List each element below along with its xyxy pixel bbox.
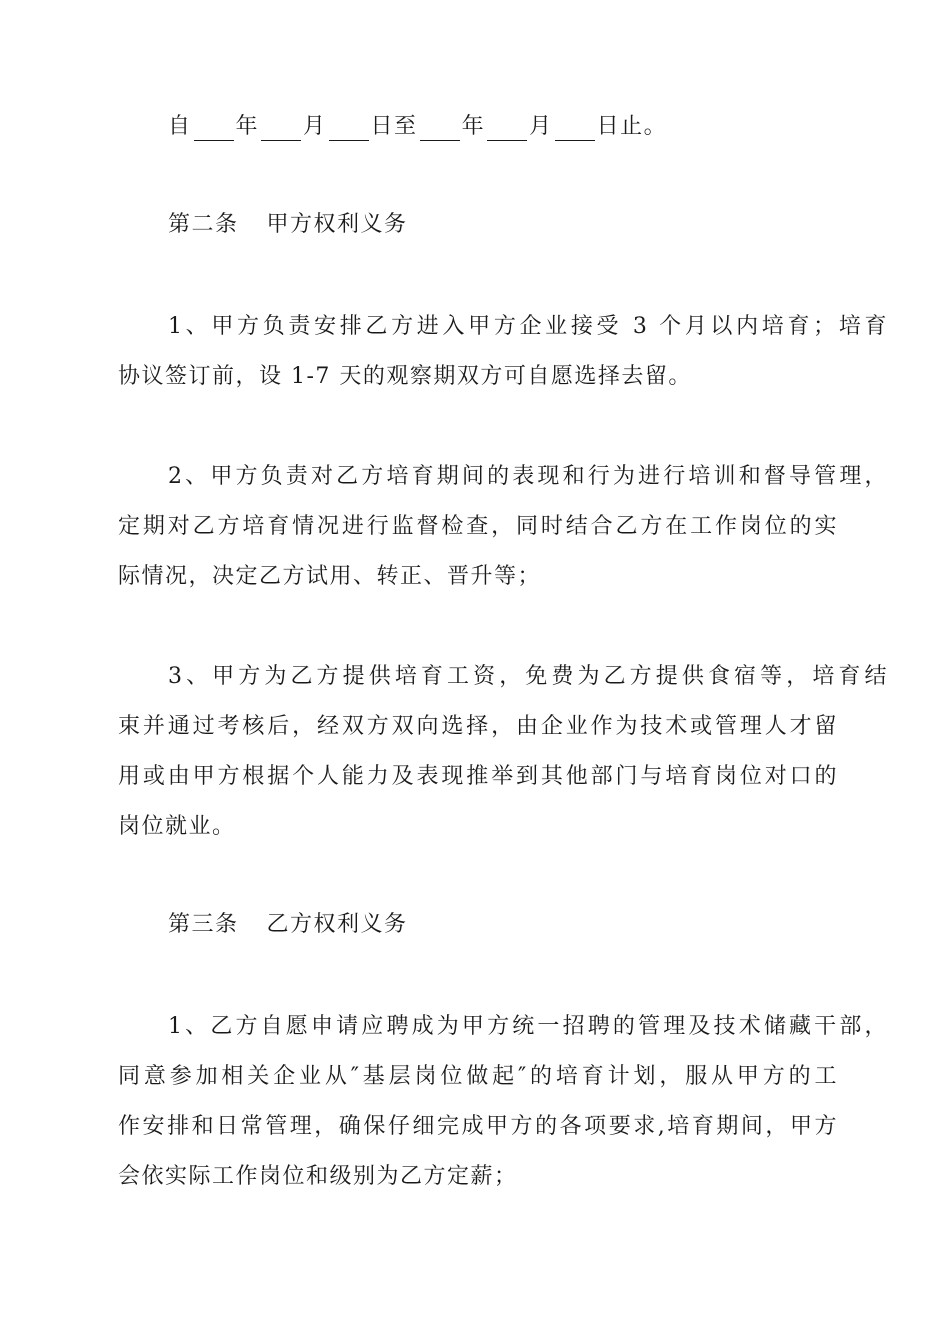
- article-3-item-1-line-1: 1、乙方自愿申请应聘成为甲方统一招聘的管理及技术储藏干部，: [168, 1014, 888, 1039]
- day-blank-2: [555, 114, 595, 141]
- year-label-2: 年: [461, 114, 486, 139]
- article-2-item-2-line-3: 际情况，决定乙方试用、转正、晋升等；: [118, 564, 542, 589]
- article-2-item-2-line-1: 2、甲方负责对乙方培育期间的表现和行为进行培训和督导管理，: [168, 464, 888, 489]
- article-2-title: 甲方权利义务: [266, 212, 408, 237]
- month-label-1: 月: [303, 114, 327, 139]
- article-2-item-3-line-2: 束并通过考核后，经双方双向选择，由企业作为技术或管理人才留: [118, 714, 838, 739]
- month-blank-1: [261, 114, 301, 141]
- date-range-line: [118, 105, 888, 149]
- article-3-item-1-line-3: 作安排和日常管理，确保仔细完成甲方的各项要求,培育期间，甲方: [118, 1114, 838, 1139]
- article-2-number: 第二条: [168, 212, 239, 237]
- year-blank-2: [420, 114, 460, 141]
- article-2-item-3-line-3: 用或由甲方根据个人能力及表现推举到其他部门与培育岗位对口的: [118, 764, 838, 789]
- year-label-1: 年: [235, 114, 260, 139]
- day-label-1: 日至: [370, 114, 418, 139]
- month-blank-2: [487, 114, 527, 141]
- year-blank-1: [194, 114, 234, 141]
- article-3-number: 第三条: [168, 912, 239, 937]
- article-3-item-1-line-4: 会依实际工作岗位和级别为乙方定薪；: [118, 1164, 518, 1189]
- article-3-title: 乙方权利义务: [266, 912, 408, 937]
- article-3-heading: [118, 903, 888, 947]
- article-3-item-1-line-2: 同意参加相关企业从″基层岗位做起″的培育计划，服从甲方的工: [118, 1064, 838, 1089]
- day-label-2: 日止。: [596, 114, 668, 139]
- day-blank-1: [329, 114, 369, 141]
- date-prefix: 自: [168, 114, 192, 139]
- article-2-heading: [118, 203, 888, 247]
- month-label-2: 月: [529, 114, 553, 139]
- article-2-item-2-line-2: 定期对乙方培育情况进行监督检查，同时结合乙方在工作岗位的实: [118, 514, 838, 539]
- article-2-item-1-line-1: 1、甲方负责安排乙方进入甲方企业接受 3 个月以内培育；培育: [168, 314, 888, 339]
- article-2-item-3-line-1: 3、甲方为乙方提供培育工资，免费为乙方提供食宿等，培育结: [168, 664, 888, 689]
- article-2-item-3-line-4: 岗位就业。: [118, 814, 236, 839]
- article-2-item-1-line-2: 协议签订前，设 1-7 天的观察期双方可自愿选择去留。: [118, 364, 692, 389]
